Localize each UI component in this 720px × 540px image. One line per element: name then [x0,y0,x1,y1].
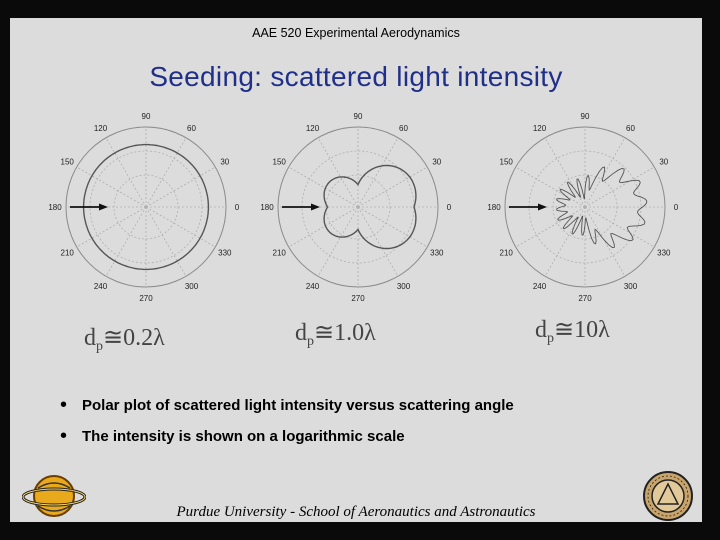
polar-angle-label: 30 [220,157,230,167]
polar-angle-label: 90 [580,112,590,121]
polar-grid-spoke [289,167,358,207]
polar-angle-label: 270 [578,294,592,303]
polar-grid-spoke [545,138,585,207]
polar-angle-label: 0 [446,203,452,212]
polar-angle-label: 90 [141,112,151,121]
polar-angle-label: 240 [305,281,320,291]
polar-angle-label: 330 [218,248,232,258]
bullet-item: • The intensity is shown on a logarithmic scale [60,425,405,447]
polar-angle-label: 270 [351,294,365,303]
polar-angle-label: 210 [60,248,74,258]
polar-angle-label: 90 [353,112,363,121]
polar-grid-spoke [585,207,654,247]
saturn-logo-icon [22,468,86,524]
arrowhead-icon [99,204,108,211]
slide-title: Seeding: scattered light intensity [149,61,563,92]
polar-angle-label: 150 [499,157,513,167]
polar-angle-label: 120 [305,124,320,134]
bullet-icon: • [60,425,68,447]
polar-angle-label: 330 [430,248,444,258]
polar-grid-spoke [358,207,398,276]
polar-angle-label: 60 [626,124,635,134]
polar-angle-label: 30 [659,157,669,167]
arrowhead-icon [538,204,547,211]
polar-angle-label: 330 [657,248,671,258]
dp-label-1: $d_p≅0.2\lambda$ [84,325,165,354]
polar-angle-label: 150 [60,157,74,167]
polar-grid-spoke [516,167,585,207]
polar-angle-label: 300 [396,281,411,291]
polar-grid-spoke [516,207,585,247]
polar-angle-label: 180 [48,203,62,212]
bullet-icon: • [60,394,68,416]
polar-angle-label: 60 [399,124,408,134]
polar-angle-label: 270 [139,294,153,303]
polar-angle-label: 120 [532,124,547,134]
polar-angle-label: 180 [260,203,274,212]
polar-angle-label: 240 [93,281,108,291]
polar-angle-label: 300 [623,281,638,291]
polar-angle-label: 240 [532,281,547,291]
polar-grid-spoke [585,167,654,207]
slide-header: AAE 520 Experimental Aerodynamics [252,26,460,40]
polar-grid-spoke [585,207,625,276]
polar-angle-label: 120 [93,124,108,134]
dp-label-3: $d_p≅10\lambda$ [535,317,610,346]
arrowhead-icon [311,204,320,211]
polar-grid-spoke [289,207,358,247]
purdue-seal-icon [642,470,694,522]
footer-text: Purdue University - School of Aeronautics and Astronautics [176,504,536,520]
polar-angle-label: 60 [187,124,196,134]
polar-angle-label: 180 [487,203,501,212]
polar-angle-label: 210 [499,248,513,258]
polar-plots [10,18,702,348]
polar-grid-spoke [358,138,398,207]
polar-grid-spoke [545,207,585,276]
bullet-item: • Polar plot of scattered light intensity versus scattering angle [60,394,514,416]
polar-angle-label: 300 [184,281,199,291]
polar-angle-label: 150 [272,157,286,167]
polar-angle-label: 0 [673,203,679,212]
polar-angle-label: 30 [432,157,442,167]
slide [10,18,702,522]
bullet-list [60,390,514,452]
polar-grid-spoke [585,138,625,207]
dp-label-2: $d_p≅1.0\lambda$ [295,320,376,349]
polar-angle-label: 210 [272,248,286,258]
polar-grid-spoke [358,207,427,247]
polar-angle-label: 0 [234,203,240,212]
polar-grid-spoke [358,167,427,207]
